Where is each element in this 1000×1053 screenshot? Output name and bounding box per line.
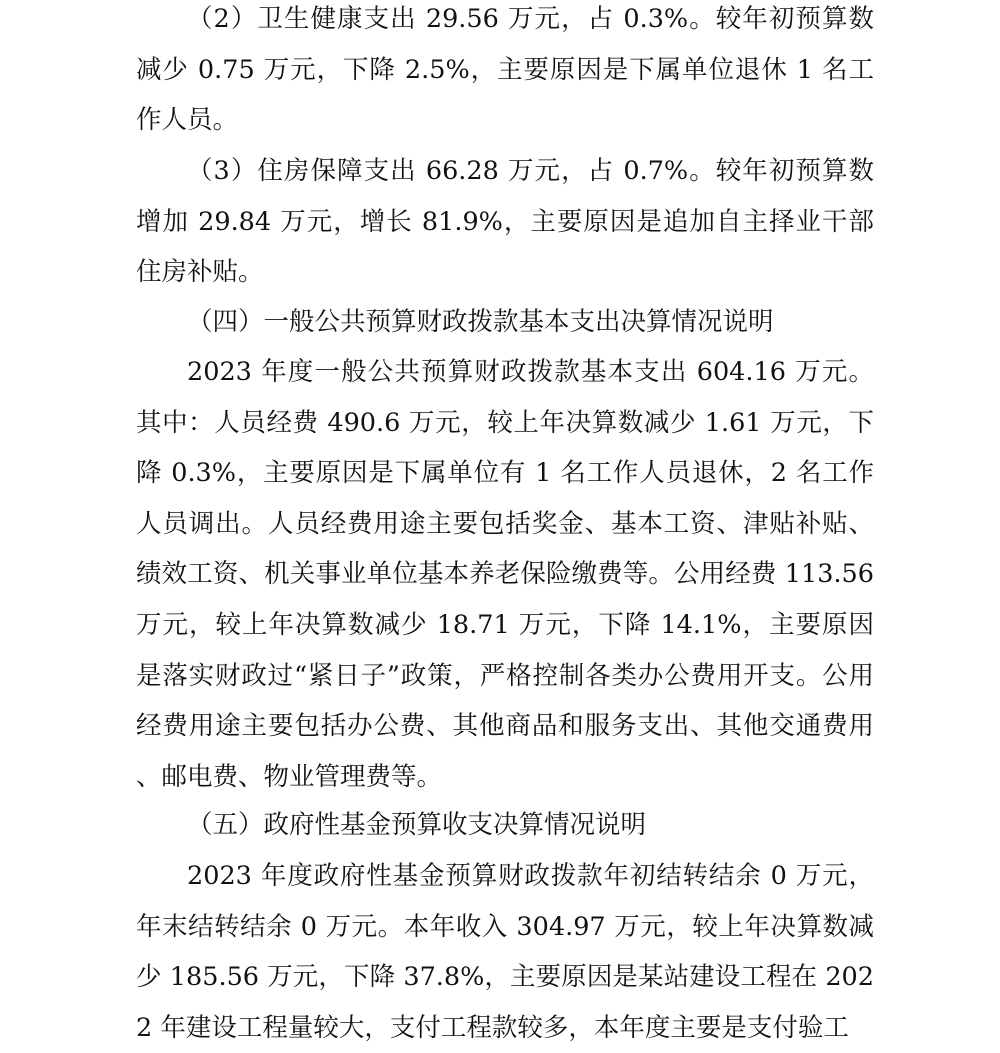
health-expenditure-paragraph: （2）卫生健康支出 29.56 万元，占 0.3%。较年初预算数减少 0.75 万元，下降 2.5%，主要原因是下属单位退休 1 名工作人员。	[136, 4, 874, 136]
section-5-body-paragraph: 2023 年度政府性基金预算财政拨款年初结转结余 0 万元，年末结转结余 0 万元。本年收入 304.97 万元，较上年决算数减少 185.56 万元，下降 37.8%，主要原因是某站建设工程在 2022 年建设工程量较大，支付工程款较多，本年度主要是支付验工	[136, 861, 874, 1043]
housing-expenditure-paragraph: （3）住房保障支出 66.28 万元，占 0.7%。较年初预算数增加 29.84 万元，增长 81.9%，主要原因是追加自主择业干部住房补贴。	[136, 156, 874, 288]
section-4-body-paragraph: 2023 年度一般公共预算财政拨款基本支出 604.16 万元。其中：人员经费 490.6 万元，较上年决算数减少 1.61 万元，下降 0.3%，主要原因是下属单位有 1 名工作人员退休，2 名工作人员调出。人员经费用途主要包括奖金、基本工资、津贴补贴、绩效工资、机关事业单位基本养老保险缴费等。公用经费 113.56 万元，较上年决算数减少 18.71 万元，下降 14.1%，主要原因是落实财政过“紧日子”政策，严格控制各类办公费用开支。公用经费用途主要包括办公费、其他商品和服务支出、其他交通费用、邮电费、物业管理费等。	[136, 357, 874, 792]
section-4-heading: （四）一般公共预算财政拨款基本支出决算情况说明	[187, 307, 774, 337]
section-5-heading: （五）政府性基金预算收支决算情况说明	[187, 810, 647, 840]
